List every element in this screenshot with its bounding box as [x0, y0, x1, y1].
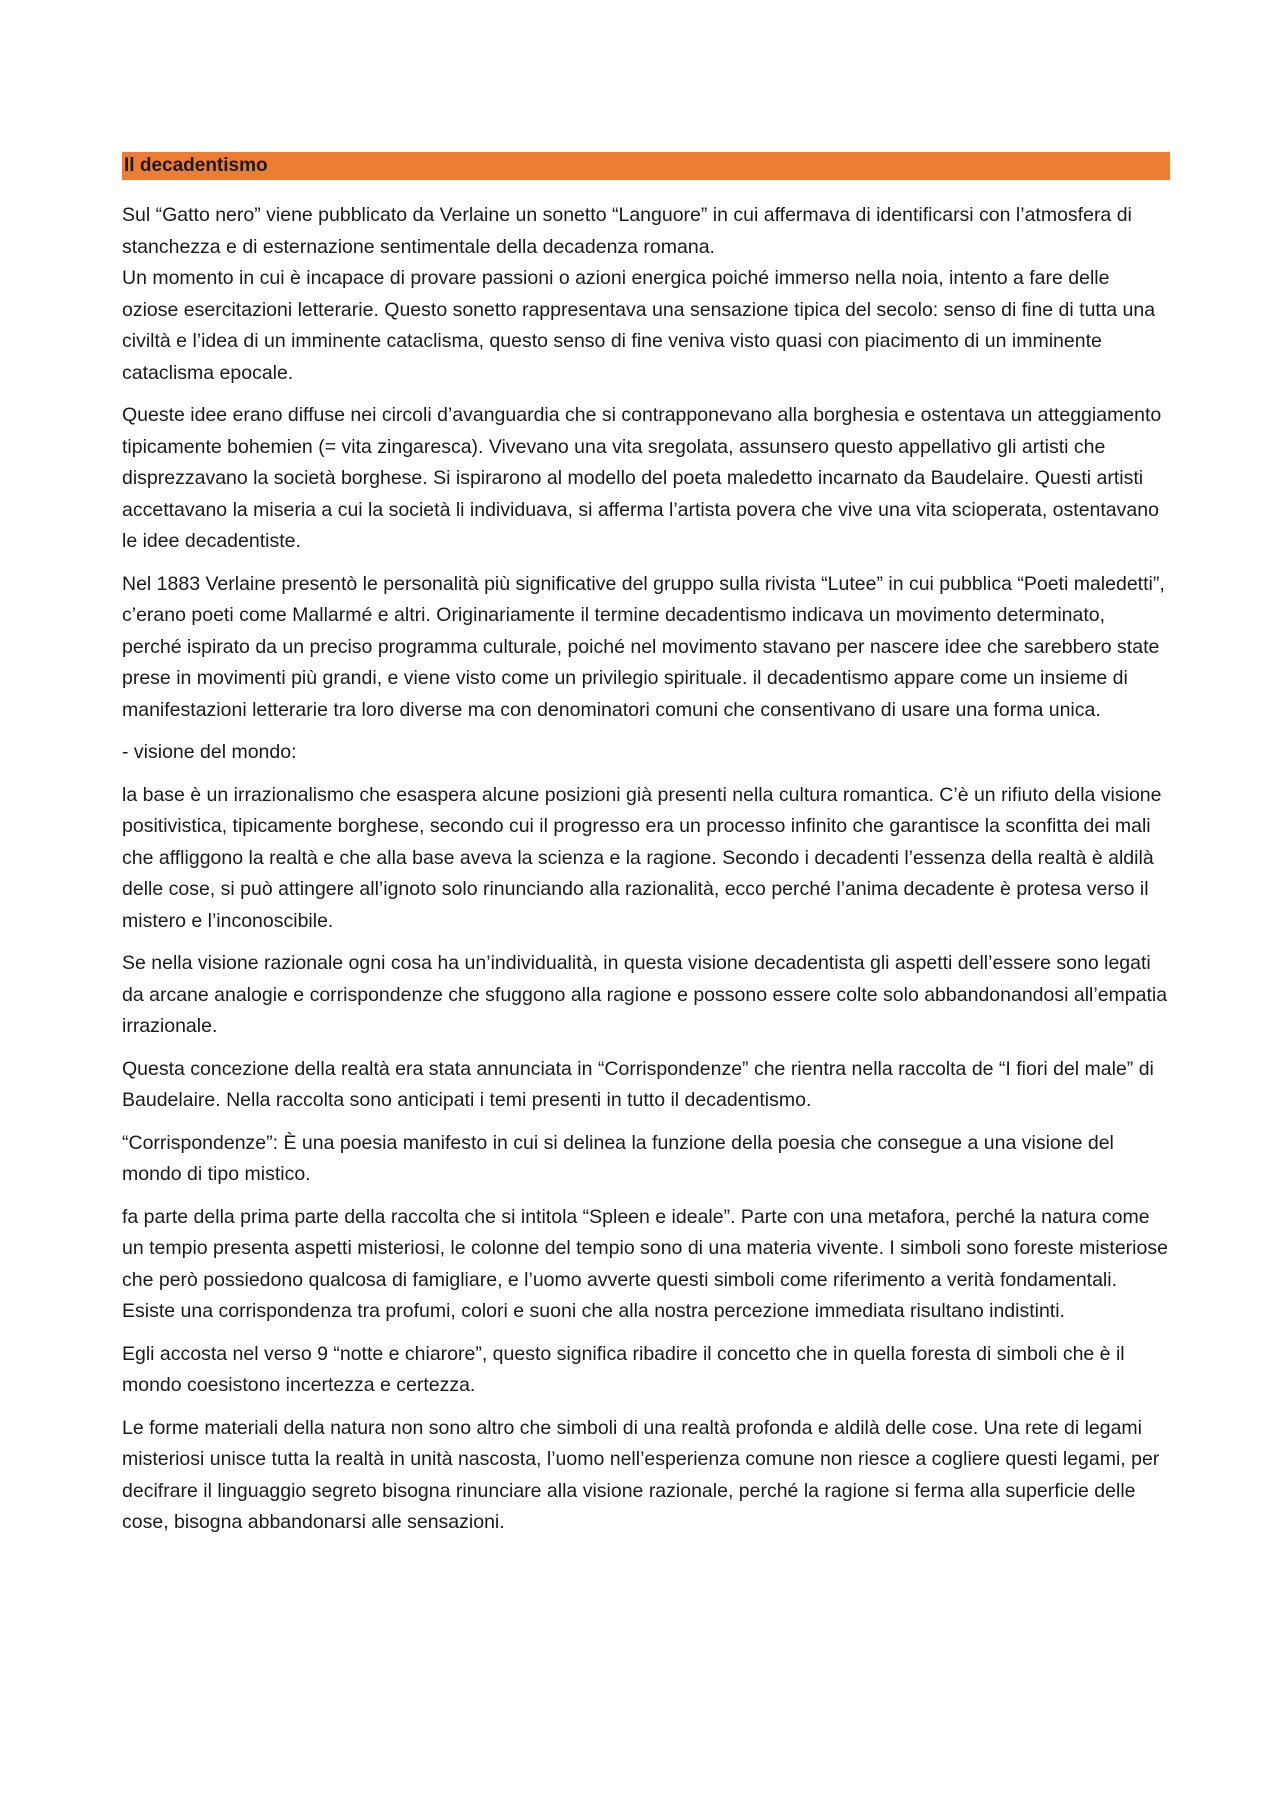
paragraph: fa parte della prima parte della raccolta che si intitola “Spleen e ideale”. Parte con una metafora, perché la natura come un tempio presenta aspetti misteriosi, le colonne del tempio sono di una materia vivente. I simboli sono foreste misteriose che però possiedono qualcosa di famigliare, e l’uomo avverte questi simboli come riferimento a verità fondamentali. Esiste una corrispondenza tra profumi, colori e suoni che alla nostra percezione immediata risultano indistinti.: [122, 1205, 1168, 1322]
paragraph: Nel 1883 Verlaine presentò le personalità più significative del gruppo sulla rivista “Lutee” in cui pubblica “Poeti maledetti”, c’erano poeti come Mallarmé e altri. Originariamente il termine decadentismo indicava un movimento determinato, perché ispirato da un preciso programma culturale, poiché nel movimento stavano per nascere idee che sarebbero state prese in movimenti più grandi, e viene visto come un privilegio spirituale. il decadentismo appare come un insieme di manifestazioni letterarie tra loro diverse ma con denominatori comuni che consentivano di usare una forma unica.: [122, 572, 1165, 721]
section-heading: Il decadentismo: [122, 152, 1170, 180]
paragraph: Egli accosta nel verso 9 “notte e chiarore”, questo significa ribadire il concetto che in quella foresta di simboli che è il mondo coesistono incertezza e certezza.: [122, 1342, 1125, 1396]
paragraph: Un momento in cui è incapace di provare passioni o azioni energica poiché immerso nella noia, intento a fare delle oziose esercitazioni letterarie. Questo sonetto rappresentava una sensazione tipica del secolo: senso di fine di tutta una civiltà e l’idea di un imminente cataclisma, questo senso di fine veniva visto quasi con piacimento di un imminente cataclisma epocale.: [122, 267, 1156, 384]
paragraph: Queste idee erano diffuse nei circoli d’avanguardia che si contrapponevano alla borghesia e ostentava un atteggiamento tipicamente bohemien (= vita zingaresca). Vivevano una vita sregolata, assunsero questo appellativo gli artisti che disprezzavano la società borghese. Si ispirarono al modello del poeta maledetto incarnato da Baudelaire. Questi artisti accettavano la miseria a cui la società li individuava, si afferma l’artista povera che vive una vita scioperata, ostentavano le idee decadentiste.: [122, 404, 1162, 552]
document-page: [122, 152, 1170, 1550]
paragraph: Se nella visione razionale ogni cosa ha un’individualità, in questa visione decadentista gli aspetti dell’essere sono legati da arcane analogie e corrispondenze che sfuggono alla ragione e possono essere colte solo abbandonandosi all’empatia irrazionale.: [122, 952, 1168, 1037]
paragraph: la base è un irrazionalismo che esaspera alcune posizioni già presenti nella cultura romantica. C’è un rifiuto della visione positivistica, tipicamente borghese, secondo cui il progresso era un processo infinito che garantisce la sconfitta dei mali che affliggono la realtà e che alla base aveva la scienza e la ragione. Secondo i decadenti l’essenza della realtà è aldilà delle cose, si può attingere all’ignoto solo rinunciando alla razionalità, ecco perché l’anima decadente è protesa verso il mistero e l’inconoscibile.: [122, 783, 1162, 932]
paragraph: “Corrispondenze”: È una poesia manifesto in cui si delinea la funzione della poesia che consegue a una visione del mondo di tipo mistico.: [122, 1131, 1114, 1185]
paragraph: Le forme materiali della natura non sono altro che simboli di una realtà profonda e aldilà delle cose. Una rete di legami misteriosi unisce tutta la realtà in unità nascosta, l’uomo nell’esperienza comune non riesce a cogliere questi legami, per decifrare il linguaggio segreto bisogna rinunciare alla visione razionale, perché la ragione si ferma alla superficie delle cose, bisogna abbandonarsi alle sensazioni.: [122, 1416, 1160, 1533]
paragraph: Sul “Gatto nero” viene pubblicato da Verlaine un sonetto “Languore” in cui affermava di identificarsi con l’atmosfera di stanchezza e di esternazione sentimentale della decadenza romana.: [122, 204, 1132, 258]
paragraph: Questa concezione della realtà era stata annunciata in “Corrispondenze” che rientra nella raccolta de “I fiori del male” di Baudelaire. Nella raccolta sono anticipati i temi presenti in tutto il decadentismo.: [122, 1057, 1154, 1111]
paragraph: - visione del mondo:: [122, 741, 297, 763]
